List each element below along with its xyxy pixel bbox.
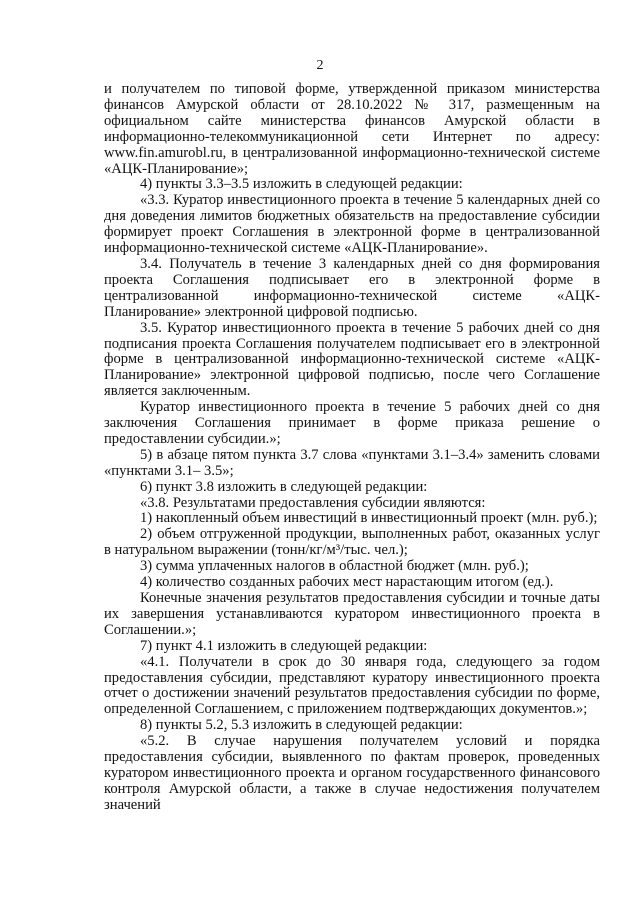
paragraph: 2) объем отгруженной продукции, выполненных работ, оказанных услуг в натуральном выражении (тонн/кг/м³/тыс. чел.); <box>104 526 600 559</box>
paragraph: «3.8. Результатами предоставления субсидии являются: <box>140 494 486 511</box>
paragraph: Конечные значения результатов предоставления субсидии и точные даты их завершения устанавливаются куратором инвестиционного проекта в Соглашении.»; <box>104 590 600 638</box>
paragraph: 4) пункты 3.3–3.5 изложить в следующей редакции: <box>140 176 463 193</box>
paragraph: и получателем по типовой форме, утвержденной приказом министерства финансов Амурской области от 28.10.2022 № 317, размещенным на официальном сайте министерства финансов Амурской области в информационно-телекоммуникационной сети Интернет по адресу: www.fin.amurobl.ru, в централизованной информационно-технической системе «АЦК-Планирование»; <box>104 81 600 177</box>
paragraph: «4.1. Получатели в срок до 30 января года, следующего за годом предоставления субсидии, представляют куратору инвестиционного проекта отчет о достижении значений результатов предоставления субсидии по форме, определенной Соглашением, с приложением подтверждающих документов.»; <box>104 653 600 718</box>
paragraph: 1) накопленный объем инвестиций в инвестиционный проект (млн. руб.); <box>140 510 598 527</box>
page-number: 2 <box>316 58 324 73</box>
paragraph: 3) сумма уплаченных налогов в областной бюджет (млн. руб.); <box>140 558 529 575</box>
document-body <box>104 82 600 814</box>
paragraph: «5.2. В случае нарушения получателем условий и порядка предоставления субсидии, выявленного по фактам проверок, проведенных куратором инвестиционного проекта и органом государственного финансового контроля Амурской области, а также в случае недостижения получателем значений <box>104 733 600 813</box>
paragraph: 5) в абзаце пятом пункта 3.7 слова «пунктами 3.1–3.4» заменить словами «пунктами 3.1– 3.5»; <box>104 446 600 479</box>
paragraph: «3.3. Куратор инвестиционного проекта в течение 5 календарных дней со дня доведения лимитов бюджетных обязательств на предоставление субсидии формирует проект Соглашения в электронной форме в централизованной информационно-технической системе «АЦК-Планирование». <box>104 192 600 257</box>
paragraph: 6) пункт 3.8 изложить в следующей редакции: <box>140 478 428 495</box>
paragraph: Куратор инвестиционного проекта в течение 5 рабочих дней со дня заключения Соглашения принимает в форме приказа решение о предоставлении субсидии.»; <box>104 399 600 447</box>
paragraph: 7) пункт 4.1 изложить в следующей редакции: <box>140 637 428 654</box>
paragraph: 3.5. Куратор инвестиционного проекта в течение 5 рабочих дней со дня подписания проекта Соглашения получателем подписывает его в электронной форме в централизованной информационно-технической системе «АЦК-Планирование» электронной цифровой подписью, после чего Соглашение является заключенным. <box>104 319 600 400</box>
paragraph: 4) количество созданных рабочих мест нарастающим итогом (ед.). <box>140 574 554 591</box>
paragraph: 8) пункты 5.2, 5.3 изложить в следующей редакции: <box>140 717 463 734</box>
paragraph: 3.4. Получатель в течение 3 календарных дней со дня формирования проекта Соглашения подписывает его в электронной форме в централизованной информационно-технической системе «АЦК-Планирование» электронной цифровой подписью. <box>104 255 600 320</box>
